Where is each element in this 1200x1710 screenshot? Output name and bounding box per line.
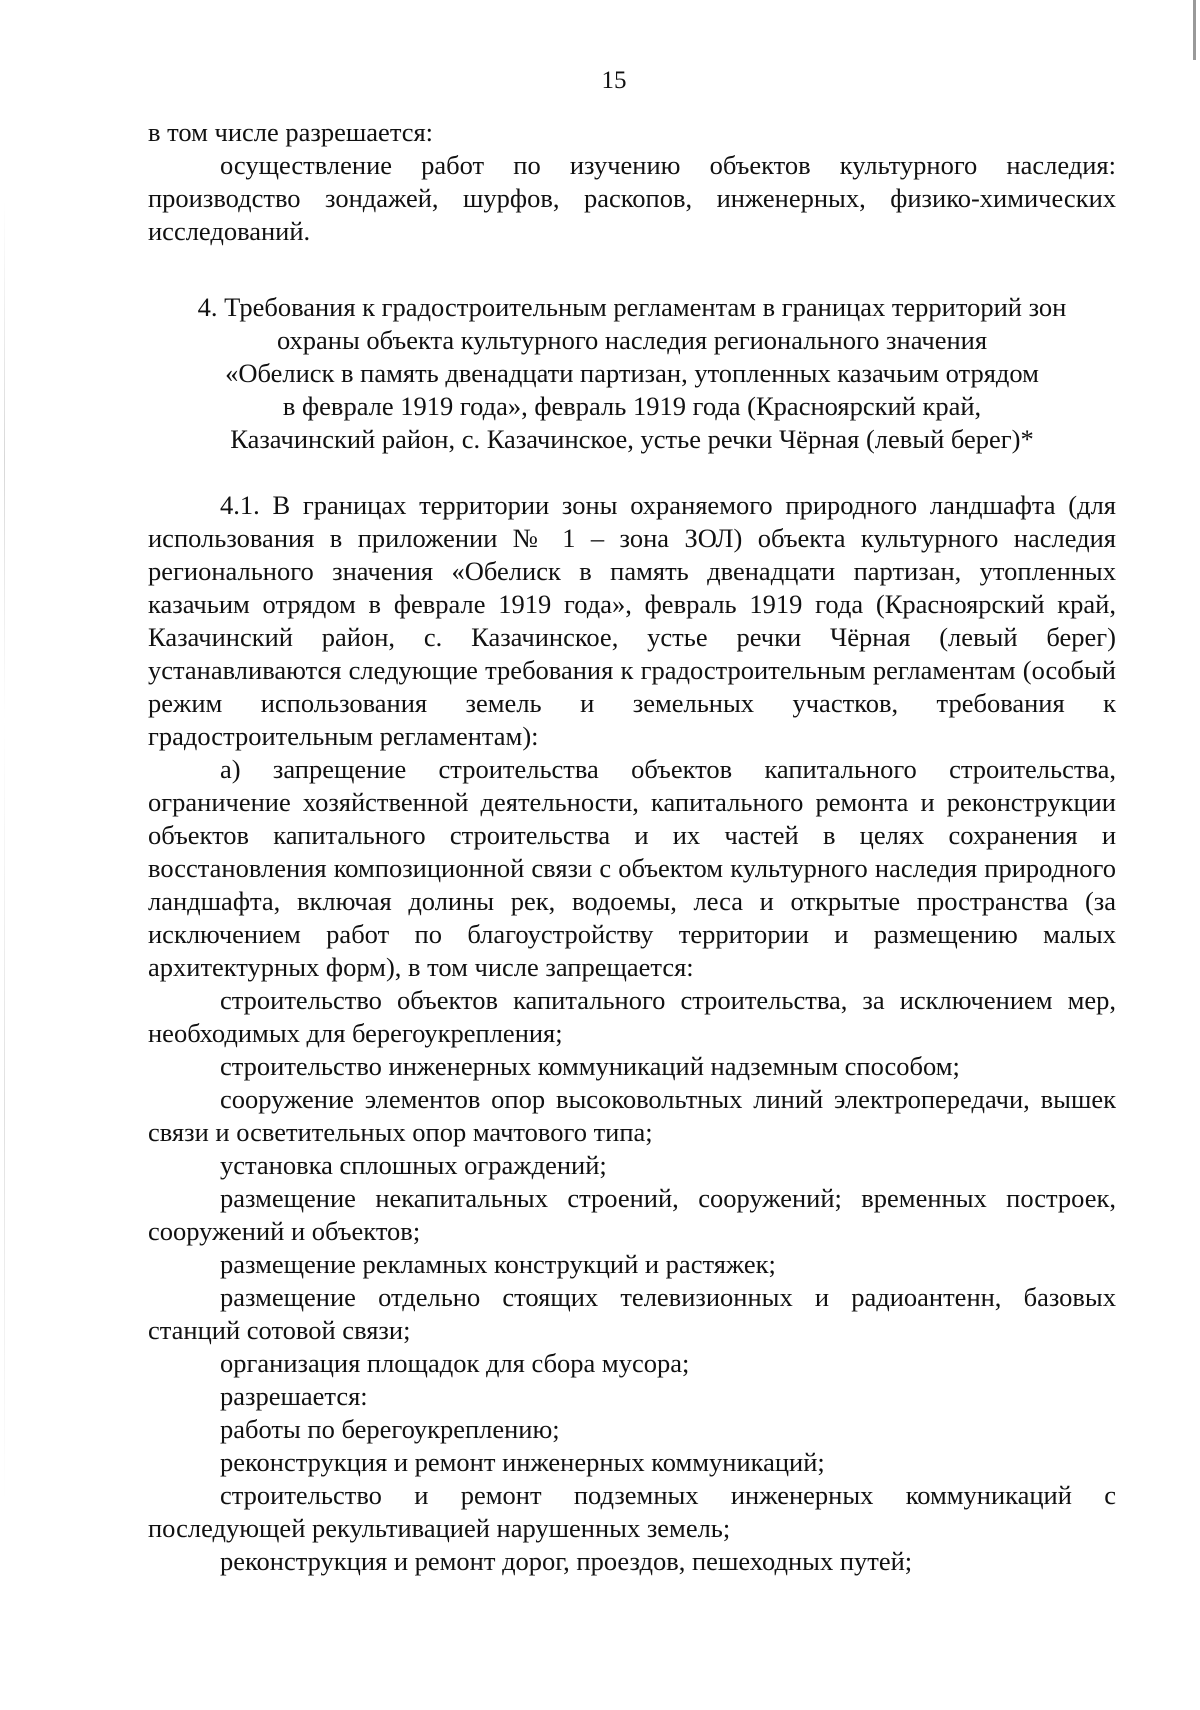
list-item: разрешается: [220,1381,368,1411]
section-heading [148,291,1116,456]
list-item: сооружение элементов опор высоковольтных линий электропередачи, вышек связи и осветительных опор мачтового типа; [148,1084,1116,1147]
scan-edge-mark [4,200,5,1500]
list-item: строительство объектов капитального строительства, за исключением мер, необходимых для берегоукрепления; [148,985,1116,1048]
list-item: строительство инженерных коммуникаций надземным способом; [220,1051,960,1081]
list-item: реконструкция и ремонт инженерных коммуникаций; [220,1447,825,1477]
list-item: работы по берегоукреплению; [220,1414,560,1444]
list-item: размещение некапитальных строений, сооружений; временных построек, сооружений и объектов; [148,1183,1116,1246]
list-item: размещение рекламных конструкций и растяжек; [220,1249,776,1279]
list-item: организация площадок для сбора мусора; [220,1348,690,1378]
paragraph-intro-2: осуществление работ по изучению объектов культурного наследия: производство зондажей, шурфов, раскопов, инженерных, физико-химических исследований. [148,150,1116,246]
paragraph-intro-1: в том числе разрешается: [148,117,434,147]
paragraph-4-1: 4.1. В границах территории зоны охраняемого природного ландшафта (для использования в приложении № 1 – зона ЗОЛ) объекта культурного наследия регионального значения «Обелиск в память двенадцати партизан, утопленных казачьим отрядом в феврале 1919 года», февраль 1919 года (Красноярский край, Казачинский район, с. Казачинское, устье речки Чёрная (левый берег) устанавливаются следующие требования к градостроительным регламентам (особый режим использования земель и земельных участков, требования к градостроительным регламентам): [148,490,1116,751]
list-item: реконструкция и ремонт дорог, проездов, пешеходных путей; [220,1546,913,1576]
list-item: размещение отдельно стоящих телевизионных и радиоантенн, базовых станций сотовой связи; [148,1282,1116,1345]
document-body [148,116,1116,1578]
list-item: строительство и ремонт подземных инженерных коммуникаций с последующей рекультивацией нарушенных земель; [148,1480,1116,1543]
paragraph-item-a: а) запрещение строительства объектов капитального строительства, ограничение хозяйственной деятельности, капитального ремонта и реконструкции объектов капитального строительства и их частей в целях сохранения и восстановления композиционной связи с объектом культурного наследия природного ландшафта, включая долины рек, водоемы, леса и открытые пространства (за исключением работ по благоустройству территории и размещению малых архитектурных форм), в том числе запрещается: [148,754,1116,982]
heading-line: в феврале 1919 года», февраль 1919 года (Красноярский край, [282,391,982,421]
heading-line: 4. Требования к градостроительным регламентам в границах территорий зон [197,292,1067,322]
heading-line: «Обелиск в память двенадцати партизан, утопленных казачьим отрядом [225,358,1039,388]
scan-corner-mark [1193,0,1196,60]
heading-line: охраны объекта культурного наследия регионального значения [276,325,988,355]
list-item: установка сплошных ограждений; [220,1150,607,1180]
page-number: 15 [601,67,627,94]
heading-line: Казачинский район, с. Казачинское, устье речки Чёрная (левый берег)* [230,424,1034,454]
